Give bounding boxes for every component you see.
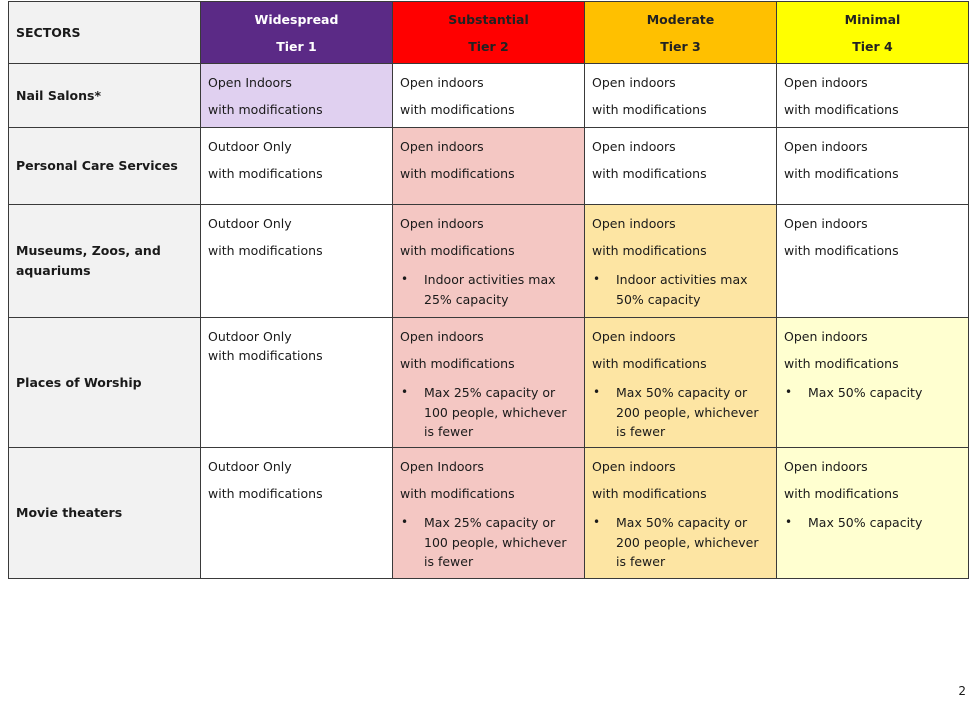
modifications-text: with modifications: [208, 243, 323, 258]
tier-4-cell: [777, 205, 969, 318]
table-row: [9, 318, 969, 448]
table-body: [9, 64, 969, 579]
tier-4-cell: [777, 448, 969, 579]
tier-3-name: Moderate: [646, 12, 715, 27]
status-text: Open Indoors: [208, 75, 292, 90]
tier-3-cell: [585, 318, 777, 448]
tier-4-cell: [777, 128, 969, 205]
tier-1-cell: [201, 64, 393, 128]
modifications-text: with modifications: [592, 166, 707, 181]
tier-sectors-table: [8, 1, 969, 579]
status-text: Open indoors: [592, 329, 676, 344]
tier-3-cell: [585, 448, 777, 579]
requirements-list: [784, 383, 962, 403]
status-text: Open indoors: [784, 75, 868, 90]
tier-2-header: [393, 2, 585, 64]
sector-label: Museums, Zoos, and aquariums: [9, 205, 201, 318]
tier-3-cell: [585, 64, 777, 128]
modifications-text: with modifications: [592, 486, 707, 501]
modifications-text: with modifications: [592, 243, 707, 258]
tier-1-cell: [201, 128, 393, 205]
tier-3-label: Tier 3: [660, 39, 701, 54]
tier-1-cell: [201, 318, 393, 448]
requirements-list: [400, 513, 578, 572]
tier-2-cell: [393, 318, 585, 448]
requirements-list: [400, 270, 578, 309]
modifications-text: with modifications: [400, 486, 515, 501]
tier-1-label: Tier 1: [276, 39, 317, 54]
modifications-text: with modifications: [400, 243, 515, 258]
status-text: Outdoor Only: [208, 459, 292, 474]
tier-3-header: [585, 2, 777, 64]
sector-label: Nail Salons*: [9, 64, 201, 128]
modifications-text: with modifications: [784, 486, 899, 501]
requirement-item: • Max 25% capacity or 100 people, whichever is fewer: [416, 513, 578, 572]
modifications-text: with modifications: [208, 166, 323, 181]
table-row: [9, 205, 969, 318]
modifications-text: with modifications: [208, 348, 323, 363]
modifications-text: with modifications: [784, 166, 899, 181]
status-text: Outdoor Only: [208, 329, 292, 344]
tier-1-header: [201, 2, 393, 64]
modifications-text: with modifications: [784, 243, 899, 258]
tier-4-cell: [777, 318, 969, 448]
tier-2-name: Substantial: [448, 12, 529, 27]
modifications-text: with modifications: [784, 356, 899, 371]
status-text: Open indoors: [592, 459, 676, 474]
table-row: [9, 128, 969, 205]
header-row: [9, 2, 969, 64]
modifications-text: with modifications: [400, 102, 515, 117]
requirements-list: [592, 383, 770, 442]
tier-2-label: Tier 2: [468, 39, 509, 54]
tier-3-cell: [585, 205, 777, 318]
requirement-item: • Max 50% capacity: [800, 513, 962, 533]
status-text: Open indoors: [400, 75, 484, 90]
modifications-text: with modifications: [784, 102, 899, 117]
sector-label: Places of Worship: [9, 318, 201, 448]
table-row: [9, 448, 969, 579]
tier-1-name: Widespread: [254, 12, 339, 27]
requirement-item: • Max 50% capacity or 200 people, whichever is fewer: [608, 383, 770, 442]
requirements-list: [592, 513, 770, 572]
status-text: Open indoors: [592, 216, 676, 231]
tier-4-cell: [777, 64, 969, 128]
status-text: Open indoors: [784, 216, 868, 231]
requirement-item: • Max 50% capacity: [800, 383, 962, 403]
sector-label: Movie theaters: [9, 448, 201, 579]
requirement-item: • Max 25% capacity or 100 people, whichever is fewer: [416, 383, 578, 442]
requirement-item: • Indoor activities max 25% capacity: [416, 270, 578, 309]
tier-1-cell: [201, 205, 393, 318]
status-text: Outdoor Only: [208, 216, 292, 231]
tier-4-label: Tier 4: [852, 39, 893, 54]
status-text: Open indoors: [784, 329, 868, 344]
requirements-list: [592, 270, 770, 309]
modifications-text: with modifications: [208, 486, 323, 501]
modifications-text: with modifications: [400, 166, 515, 181]
sectors-header: SECTORS: [9, 2, 201, 64]
requirement-item: • Max 50% capacity or 200 people, whichever is fewer: [608, 513, 770, 572]
requirement-item: • Indoor activities max 50% capacity: [608, 270, 770, 309]
tier-4-name: Minimal: [844, 12, 901, 27]
modifications-text: with modifications: [592, 356, 707, 371]
status-text: Open indoors: [400, 329, 484, 344]
modifications-text: with modifications: [208, 102, 323, 117]
table-row: [9, 64, 969, 128]
sector-label: Personal Care Services: [9, 128, 201, 205]
status-text: Open Indoors: [400, 459, 484, 474]
requirements-list: [400, 383, 578, 442]
status-text: Open indoors: [592, 75, 676, 90]
requirements-list: [784, 513, 962, 533]
tier-2-cell: [393, 205, 585, 318]
status-text: Open indoors: [400, 216, 484, 231]
tier-1-cell: [201, 448, 393, 579]
tier-2-cell: [393, 128, 585, 205]
tier-4-header: [777, 2, 969, 64]
modifications-text: with modifications: [592, 102, 707, 117]
modifications-text: with modifications: [400, 356, 515, 371]
tier-2-cell: [393, 64, 585, 128]
tier-2-cell: [393, 448, 585, 579]
status-text: Open indoors: [784, 459, 868, 474]
status-text: Open indoors: [400, 139, 484, 154]
status-text: Open indoors: [592, 139, 676, 154]
status-text: Outdoor Only: [208, 139, 292, 154]
page-number: 2: [958, 684, 966, 698]
status-text: Open indoors: [784, 139, 868, 154]
tier-3-cell: [585, 128, 777, 205]
